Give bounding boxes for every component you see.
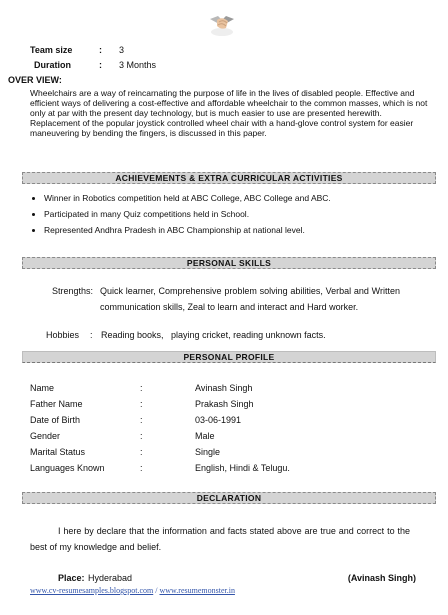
profile-value: Prakash Singh [195,399,254,409]
profile-label: Date of Birth [30,415,81,425]
profile-label: Marital Status [30,447,86,457]
place-value: Hyderabad [88,573,133,583]
hobbies-value: Reading books, playing cricket, reading unknown facts. [101,330,326,340]
resumemonster-link[interactable]: www.resumemonster.in [159,586,235,595]
strengths-label: Strengths: [52,286,94,296]
team-size-value: 3 [119,45,125,55]
profile-value: Single [195,447,221,457]
achievements-heading: ACHIEVEMENTS & EXTRA CURRICULAR ACTIVITIES [22,172,436,184]
profile-value: 03-06-1991 [195,415,242,425]
profile-label: Father Name [30,399,83,409]
duration-value: 3 Months [119,60,157,70]
achievements-list [30,190,444,238]
profile-label: Languages Known [30,463,105,473]
profile-value: Male [195,431,215,441]
profile-value: Avinash Singh [195,383,253,393]
list-item: • Participated in many Quiz competitions held in School. [44,206,444,222]
hobbies-separator: : [90,330,93,340]
profile-separator: : [140,447,143,457]
duration-label: Duration [34,60,71,70]
profile-label: Name [30,383,55,393]
list-item: • Winner in Robotics competition held at ABC College, ABC College and ABC. [44,190,444,206]
list-item: • Represented Andhra Pradesh in ABC Championship at national level. [44,222,444,238]
strengths-line-2: communication skills, Zeal to learn and interact and Hard worker. [100,302,359,312]
blogspot-link[interactable]: www.cv-resumesamples.blogspot.com [30,586,154,595]
team-size-separator: : [99,45,102,55]
strengths-line-1: Quick learner, Comprehensive problem solving abilities, Verbal and Written [100,286,400,296]
profile-separator: : [140,463,143,473]
profile-separator: : [140,415,143,425]
link-separator: / [153,586,160,595]
declaration-heading: DECLARATION [22,492,436,504]
signature-name: (Avinash Singh) [347,573,416,583]
place-label: Place: [58,573,85,583]
declaration-line-2: best of my knowledge and belief. [30,542,162,552]
overview-heading: OVER VIEW: [8,75,62,85]
profile-label: Gender [30,431,61,441]
profile-separator: : [140,431,143,441]
profile-separator: : [140,399,143,409]
personal-profile-heading: PERSONAL PROFILE [22,351,436,363]
personal-skills-heading: PERSONAL SKILLS [22,257,436,269]
footer-links [30,586,235,595]
profile-value: English, Hindi & Telugu. [195,463,290,473]
team-size-label: Team size [30,45,73,55]
duration-separator: : [99,60,102,70]
overview-text: Wheelchairs are a way of reincarnating the purpose of life in the lives of disabled people. Effective and efficient ways of delivering a cost-effective and affordable wheelchair to the common masses, which is not only at par with the present day technology, but is much easier to use are presented herewith. Replacement of the popular joystick controlled wheel chair with a hand-glove control system for easier maneuvering by bending the fingers, is discussed in this paper. [30,88,428,138]
hobbies-label: Hobbies [46,330,80,340]
declaration-line-1: I here by declare that the information and facts stated above are true and correct to the [58,526,410,536]
profile-separator: : [140,383,143,393]
handshake-icon [207,8,237,38]
